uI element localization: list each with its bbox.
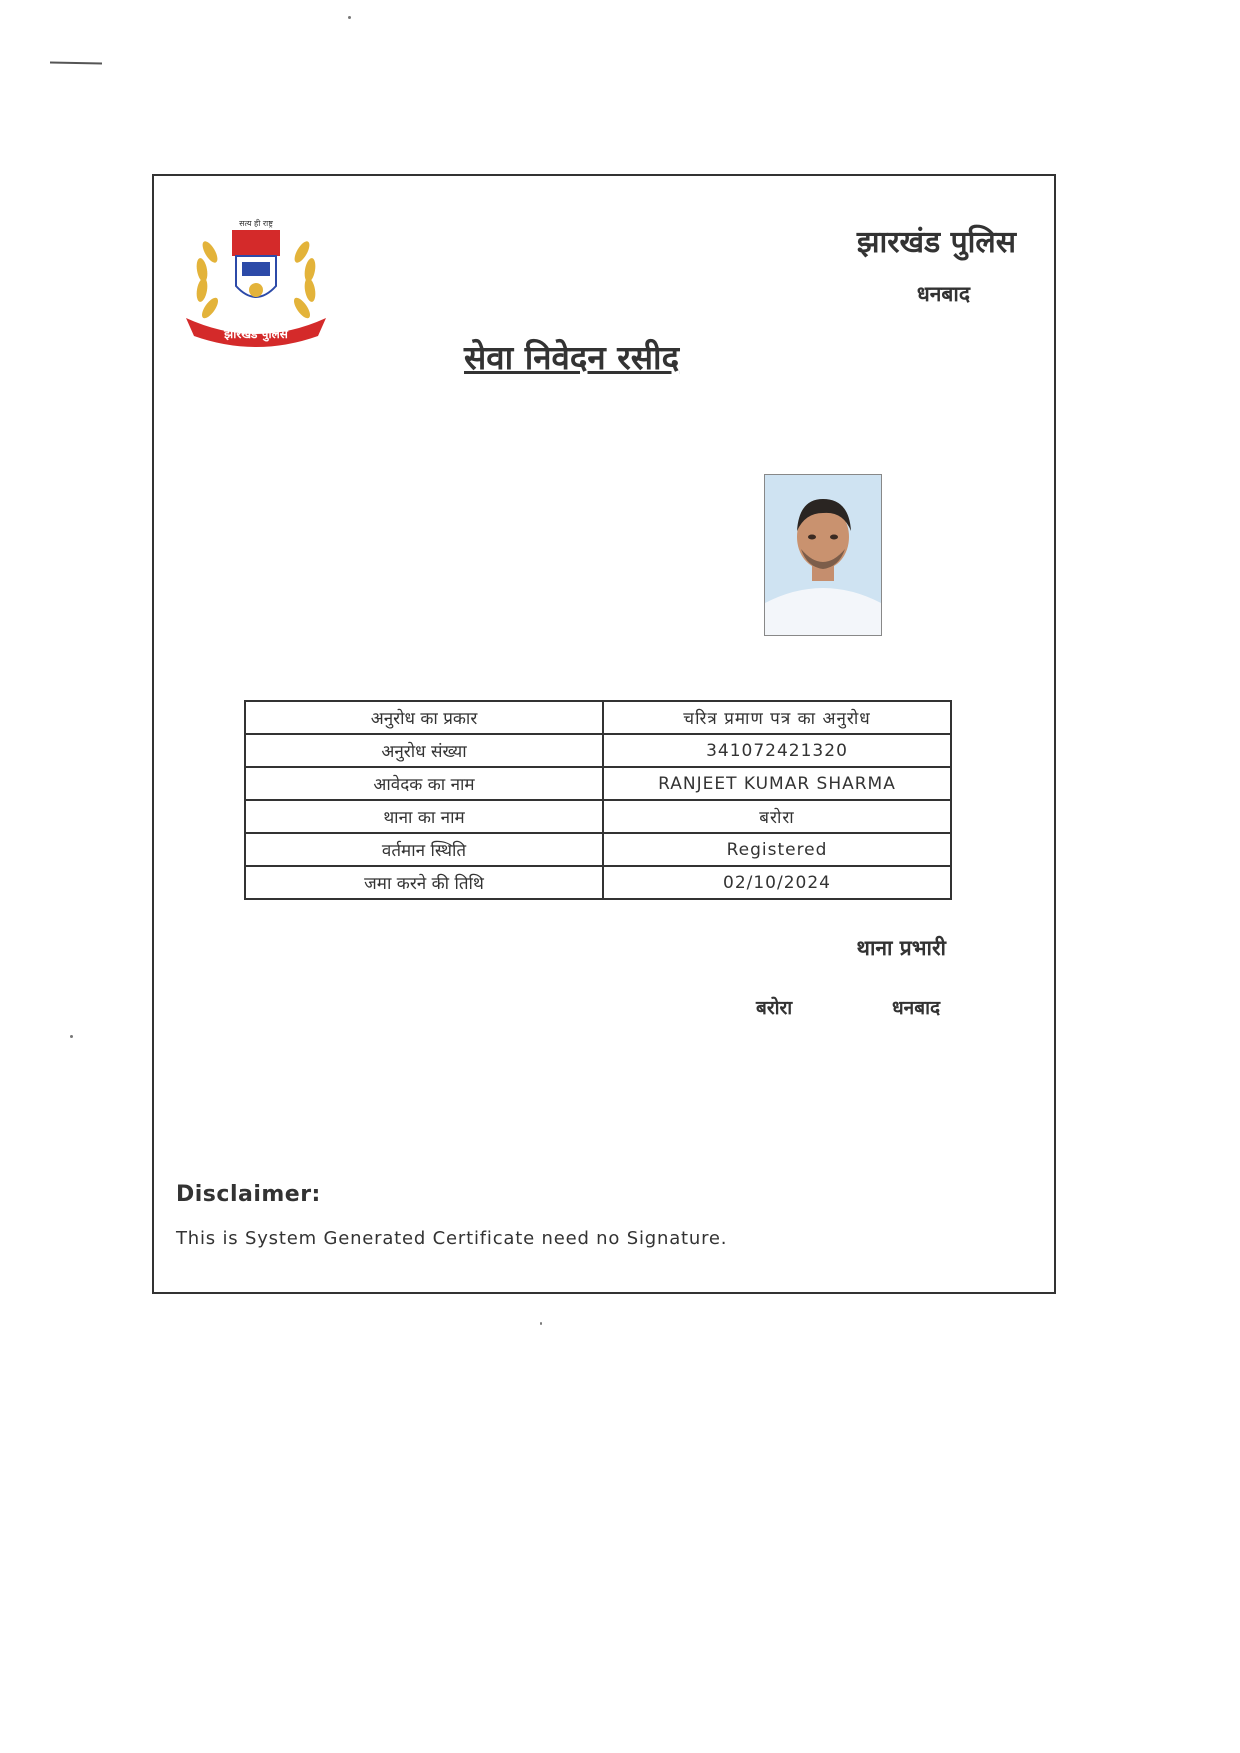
scan-speck [540, 1322, 542, 1325]
applicant-photo [764, 474, 882, 636]
field-label: अनुरोध संख्या [245, 734, 603, 767]
request-details-table [244, 700, 952, 900]
field-value: 02/10/2024 [603, 866, 951, 899]
district-name: धनबाद [916, 282, 970, 306]
logo-top-text: सत्य ही राष्ट्र [239, 219, 273, 228]
field-label: थाना का नाम [245, 800, 603, 833]
table-row [245, 701, 951, 734]
scan-speck [348, 16, 351, 19]
field-value: चरित्र प्रमाण पत्र का अनुरोध [603, 701, 951, 734]
table-row [245, 833, 951, 866]
disclaimer-text: This is System Generated Certificate need no Signature. [176, 1228, 728, 1249]
certificate-frame [152, 174, 1056, 1294]
table-row [245, 767, 951, 800]
officer-district: धनबाद [892, 997, 941, 1019]
table-row [245, 734, 951, 767]
field-value: RANJEET KUMAR SHARMA [603, 767, 951, 800]
scan-mark [50, 62, 102, 65]
field-value: बरोरा [603, 800, 951, 833]
logo-ribbon-text: झारखंड पुलिस [224, 327, 288, 341]
field-value: 341072421320 [603, 734, 951, 767]
disclaimer-heading: Disclaimer: [176, 1182, 321, 1207]
document-title: सेवा निवेदन रसीद [464, 338, 680, 377]
field-label: जमा करने की तिथि [245, 866, 603, 899]
field-label: आवेदक का नाम [245, 767, 603, 800]
field-label: अनुरोध का प्रकार [245, 701, 603, 734]
table-row [245, 866, 951, 899]
scan-speck [70, 1035, 73, 1038]
officer-title: थाना प्रभारी [856, 936, 946, 960]
organization-name: झारखंड पुलिस [856, 225, 1016, 260]
field-value: Registered [603, 833, 951, 866]
table-row [245, 800, 951, 833]
officer-station: बरोरा [756, 997, 793, 1019]
field-label: वर्तमान स्थिति [245, 833, 603, 866]
jharkhand-police-logo [182, 212, 330, 352]
